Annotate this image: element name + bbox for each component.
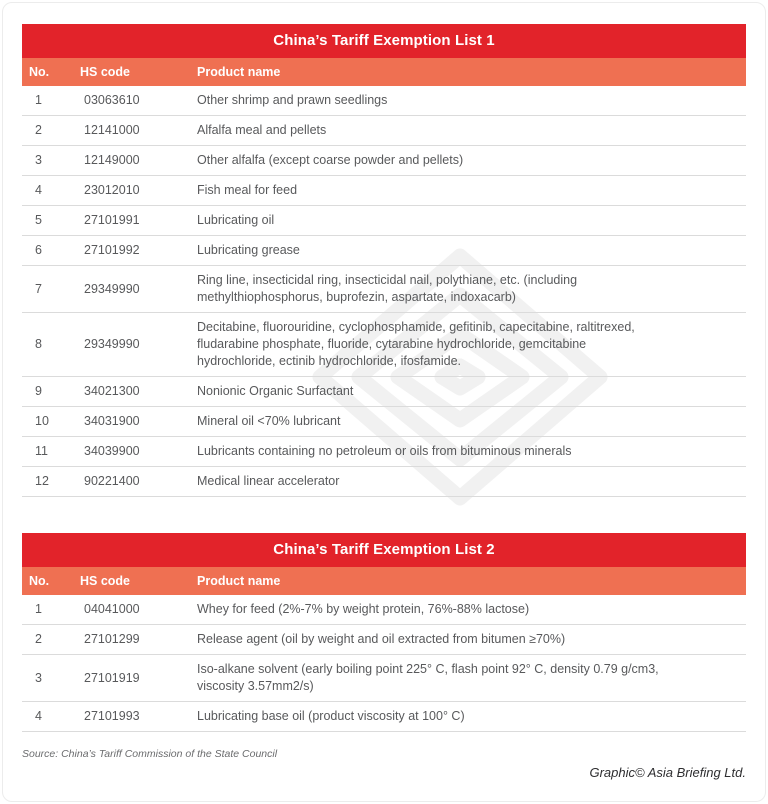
product-name: Release agent (oil by weight and oil extracted from bitumen ≥70%) <box>197 632 566 646</box>
graphic-credit: Graphic© Asia Briefing Ltd. <box>589 765 746 780</box>
column-header-product-name: Product name <box>197 65 281 79</box>
row-number: 3 <box>35 670 42 685</box>
table-row <box>22 625 746 655</box>
hs-code: 27101991 <box>84 213 140 227</box>
column-header-row <box>22 567 746 595</box>
row-number: 7 <box>35 281 42 296</box>
hs-code: 34031900 <box>84 414 140 428</box>
column-header-product-name: Product name <box>197 574 281 588</box>
product-name: Fish meal for feed <box>197 183 298 197</box>
table-title: China’s Tariff Exemption List 1 <box>22 24 746 58</box>
row-number: 12 <box>35 474 49 488</box>
hs-code: 29349990 <box>84 337 140 351</box>
row-number: 9 <box>35 384 42 398</box>
product-name: Lubricating base oil (product viscosity at 100° C) <box>197 709 465 723</box>
row-number: 1 <box>35 93 42 107</box>
table-title: China’s Tariff Exemption List 2 <box>22 533 746 567</box>
table-row <box>22 313 746 377</box>
row-number: 2 <box>35 632 42 646</box>
product-name: Ring line, insecticidal ring, insecticidal nail, polythiane, etc. (including methylthiophosphorus, buprofezin, aspartate, indoxacarb) <box>197 273 578 304</box>
row-number: 10 <box>35 414 49 428</box>
product-name: Nonionic Organic Surfactant <box>197 384 354 398</box>
row-number: 8 <box>35 337 42 351</box>
product-name: Other alfalfa (except coarse powder and pellets) <box>197 153 464 167</box>
table-row <box>22 467 746 497</box>
table-row <box>22 176 746 206</box>
table-row <box>22 116 746 146</box>
source-note: Source: China’s Tariff Commission of the State Council <box>22 748 278 760</box>
row-number: 4 <box>35 709 42 723</box>
row-number: 1 <box>35 602 42 616</box>
row-number: 3 <box>35 153 42 167</box>
column-header-hs-code: HS code <box>80 65 131 79</box>
column-header-no: No. <box>29 65 50 79</box>
hs-code: 90221400 <box>84 474 140 488</box>
hs-code: 27101299 <box>84 632 140 646</box>
table-row <box>22 236 746 266</box>
hs-code: 23012010 <box>84 183 140 197</box>
product-name: Whey for feed (2%-7% by weight protein, 76%-88% lactose) <box>197 602 530 616</box>
row-number: 5 <box>35 213 42 227</box>
table-rows <box>22 86 746 497</box>
table-row <box>22 146 746 176</box>
product-name: Lubricants containing no petroleum or oils from bituminous minerals <box>197 444 572 458</box>
hs-code: 12141000 <box>84 123 140 137</box>
column-header-row <box>22 58 746 86</box>
table-row <box>22 206 746 236</box>
tariff-exemption-table-1 <box>22 24 746 497</box>
column-header-no: No. <box>29 574 50 588</box>
hs-code: 27101919 <box>84 670 140 685</box>
product-name: Mineral oil <70% lubricant <box>197 414 341 428</box>
table-row <box>22 702 746 732</box>
hs-code: 12149000 <box>84 153 140 167</box>
table-rows <box>22 595 746 732</box>
table-row <box>22 266 746 313</box>
hs-code: 27101993 <box>84 709 140 723</box>
table-row <box>22 655 746 702</box>
footer <box>22 748 746 780</box>
hs-code: 03063610 <box>84 93 140 107</box>
product-name: Iso-alkane solvent (early boiling point 225° C, flash point 92° C, density 0.79 g/cm3, viscosity 3.57mm2/s) <box>197 662 659 693</box>
hs-code: 04041000 <box>84 602 140 616</box>
table-row <box>22 437 746 467</box>
hs-code: 34021300 <box>84 384 140 398</box>
hs-code: 34039900 <box>84 444 140 458</box>
product-name: Lubricating grease <box>197 243 300 257</box>
hs-code: 29349990 <box>84 281 140 296</box>
product-name: Alfalfa meal and pellets <box>197 123 327 137</box>
row-number: 2 <box>35 123 42 137</box>
infographic <box>22 24 746 780</box>
tariff-exemption-table-2 <box>22 533 746 732</box>
product-name: Lubricating oil <box>197 213 275 227</box>
table-row <box>22 407 746 437</box>
row-number: 11 <box>35 444 48 458</box>
row-number: 4 <box>35 183 42 197</box>
row-number: 6 <box>35 243 42 257</box>
column-header-hs-code: HS code <box>80 574 131 588</box>
product-name: Medical linear accelerator <box>197 474 340 488</box>
table-row <box>22 377 746 407</box>
table-row <box>22 595 746 625</box>
table-row <box>22 86 746 116</box>
product-name: Decitabine, fluorouridine, cyclophosphamide, gefitinib, capecitabine, raltitrexed, fludarabine phosphate, fluoride, cytarabine hydrochloride, gemcitabine hydrochloride, ectinib hydrochloride, ifosfamide. <box>197 320 635 368</box>
hs-code: 27101992 <box>84 243 140 257</box>
product-name: Other shrimp and prawn seedlings <box>197 93 388 107</box>
